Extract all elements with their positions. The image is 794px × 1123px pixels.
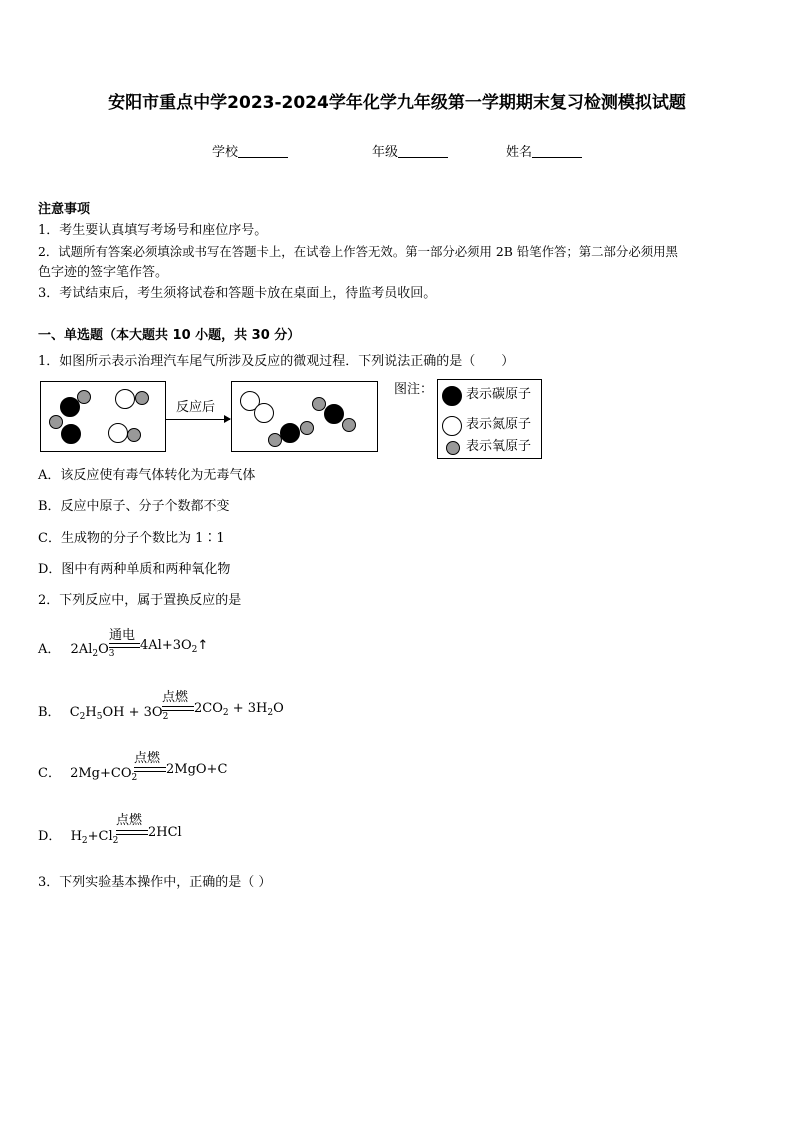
q2-b-lhs — [70, 705, 169, 720]
arrow-head-icon — [224, 415, 231, 423]
q2-d-label: D． — [38, 829, 62, 844]
q2-b-sub: 2 — [162, 712, 169, 722]
q2-c-lhs-sub: 2 — [131, 773, 138, 783]
q1-option-c: C．生成物的分子个数比为 1∶1 — [38, 531, 225, 546]
q2-b-rhs — [194, 701, 284, 716]
q2-a-rhs-sub: 2 — [191, 645, 198, 655]
q1-after-box — [231, 381, 378, 452]
q2-b-part: OH + 3O — [102, 705, 163, 720]
q2-b-equals-sign — [162, 706, 194, 711]
q2-a-lhs-sub1: 2 — [92, 649, 99, 659]
q2-b-part: + 3H — [228, 701, 268, 716]
q2-a-lhs — [71, 642, 115, 657]
q2-c-lhs — [70, 766, 137, 781]
nitrogen-atom — [115, 389, 135, 409]
carbon-atom — [442, 386, 462, 406]
legend-carbon-label: 表示碳原子 — [466, 387, 532, 402]
q2-a-rhs — [140, 638, 208, 653]
legend-nitrogen-label: 表示氮原子 — [466, 417, 532, 432]
q2-b-part: 2CO — [194, 701, 223, 716]
reaction-arrow — [166, 419, 230, 420]
section-heading: 一、单选题（本大题共 10 小题，共 30 分） — [38, 328, 301, 343]
q2-d-rhs: 2HCl — [148, 825, 182, 840]
q2-a-lhs-o: O — [98, 642, 109, 657]
q1-option-d: D．图中有两种单质和两种氧化物 — [38, 562, 231, 577]
q2-c-condition: 点燃 — [134, 751, 161, 766]
q2-b-sub: 2 — [222, 708, 229, 718]
oxygen-atom — [446, 441, 460, 455]
oxygen-atom — [127, 428, 141, 442]
q2-b-part: H — [85, 705, 97, 720]
oxygen-atom — [342, 418, 356, 432]
legend-box — [437, 379, 542, 459]
q2-stem: 2．下列反应中，属于置换反应的是 — [38, 593, 242, 608]
q1-before-box — [40, 381, 166, 452]
school-blank — [238, 157, 288, 158]
q2-d-equals-sign — [116, 830, 148, 835]
q1-stem: 1．如图所示表示治理汽车尾气所涉及反应的微观过程．下列说法正确的是（ ） — [38, 354, 515, 369]
oxygen-atom — [49, 415, 63, 429]
carbon-atom — [280, 423, 300, 443]
q2-a-lhs-sub2: 3 — [108, 649, 115, 659]
q2-c-lhs-part: 2Mg+CO — [70, 766, 132, 781]
school-label: 学校 — [212, 145, 239, 160]
q2-b-part: C — [69, 705, 80, 720]
nitrogen-atom — [442, 416, 462, 436]
q2-d-condition: 点燃 — [116, 813, 143, 828]
q2-c-equals-sign — [134, 767, 166, 772]
q2-a-rhs-part: 4Al+3O — [140, 638, 192, 653]
q2-option-c — [38, 762, 137, 781]
q2-option-b — [38, 701, 168, 720]
q2-a-lhs-part: 2Al — [70, 642, 93, 657]
q2-a-equals-sign — [109, 643, 140, 648]
note-item-1: 1．考生要认真填写考场号和座位序号。 — [38, 223, 268, 238]
legend-title: 图注： — [394, 382, 434, 397]
q2-d-part: H — [70, 829, 82, 844]
q2-b-sub: 2 — [267, 708, 274, 718]
note-item-2-line2: 色字迹的签字笔作答。 — [38, 265, 169, 280]
grade-blank — [398, 157, 448, 158]
name-field — [506, 141, 582, 160]
q2-c-rhs: 2MgO+C — [166, 762, 228, 777]
q2-b-label: B． — [38, 705, 61, 720]
q2-a-condition: 通电 — [109, 628, 136, 643]
q3-stem: 3．下列实验基本操作中，正确的是（ ） — [38, 875, 272, 890]
q2-d-sub: 2 — [81, 836, 88, 846]
q1-option-a: A．该反应使有毒气体转化为无毒气体 — [38, 468, 256, 483]
q2-d-sub: 2 — [112, 836, 119, 846]
arrow-label: 反应后 — [176, 400, 216, 415]
q2-option-a — [38, 638, 115, 657]
legend-oxygen-label: 表示氧原子 — [466, 439, 532, 454]
carbon-atom — [324, 404, 344, 424]
grade-field — [372, 141, 448, 160]
gas-arrow-icon: ↑ — [197, 638, 209, 653]
q2-b-part: O — [273, 701, 284, 716]
nitrogen-atom — [108, 423, 128, 443]
name-blank — [532, 157, 582, 158]
q2-b-condition: 点燃 — [162, 690, 189, 705]
name-label: 姓名 — [506, 145, 533, 160]
q2-b-sub: 5 — [96, 712, 103, 722]
note-item-3: 3．考试结束后，考生须将试卷和答题卡放在桌面上，待监考员收回。 — [38, 286, 437, 301]
carbon-atom — [61, 424, 81, 444]
q2-c-label: C． — [38, 766, 61, 781]
oxygen-atom — [135, 391, 149, 405]
q1-option-b: B．反应中原子、分子个数都不变 — [38, 499, 230, 514]
page-title: 安阳市重点中学2023-2024学年化学九年级第一学期期末复习检测模拟试题 — [108, 93, 686, 113]
q2-a-label: A． — [38, 642, 61, 657]
notes-heading: 注意事项 — [38, 202, 91, 217]
nitrogen-atom — [254, 403, 274, 423]
oxygen-atom — [77, 390, 91, 404]
q2-d-lhs — [71, 829, 119, 844]
q2-option-d — [38, 825, 118, 844]
q2-d-part: +Cl — [87, 829, 113, 844]
grade-label: 年级 — [372, 145, 399, 160]
school-field — [212, 141, 288, 160]
note-item-2-line1: 2．试题所有答案必须填涂或书写在答题卡上，在试卷上作答无效。第一部分必须用 2B 铅笔作答；第二部分必须用黑 — [38, 244, 678, 259]
q2-b-sub: 2 — [79, 712, 86, 722]
oxygen-atom — [300, 421, 314, 435]
